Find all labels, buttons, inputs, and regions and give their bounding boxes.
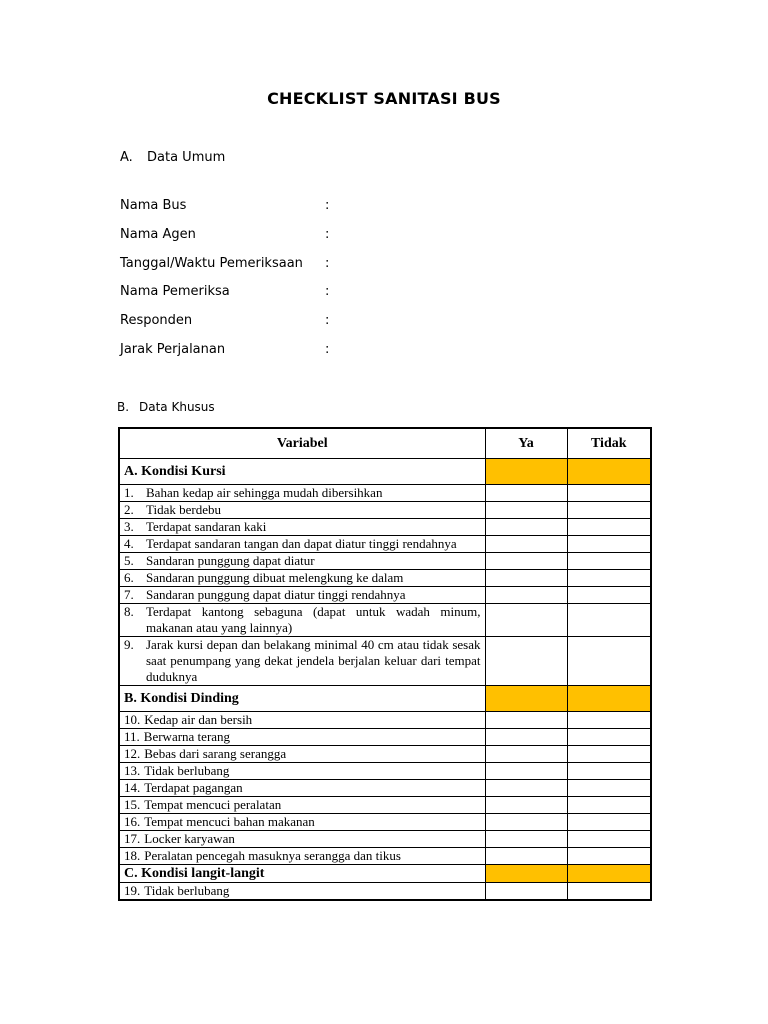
section-a-label: Data Umum xyxy=(147,150,226,165)
field-label: Tanggal/Waktu Pemeriksaan xyxy=(120,255,303,271)
item-number: 8. xyxy=(124,604,134,619)
table-header-row xyxy=(119,428,651,459)
no-checkbox-cell[interactable] xyxy=(567,485,651,502)
item-text: Tidak berlubang xyxy=(144,763,230,778)
item-text: Bebas dari sarang serangga xyxy=(144,746,287,761)
field-label: Responden xyxy=(120,313,193,329)
item-number: 19. xyxy=(124,883,141,898)
section-no-cell xyxy=(567,459,651,485)
yes-checkbox-cell[interactable] xyxy=(485,553,567,570)
table-row xyxy=(119,746,651,763)
yes-checkbox-cell[interactable] xyxy=(485,814,567,831)
header-variable: Variabel xyxy=(119,428,485,459)
item-cell xyxy=(119,780,485,797)
item-number: 9. xyxy=(124,637,134,652)
field-value-slot[interactable]: : xyxy=(325,284,330,300)
no-checkbox-cell[interactable] xyxy=(567,848,651,865)
item-text: Locker karyawan xyxy=(144,831,235,846)
section-a-heading xyxy=(120,150,225,165)
table-row xyxy=(119,848,651,865)
yes-checkbox-cell[interactable] xyxy=(485,519,567,536)
item-text: Tidak berlubang xyxy=(144,883,230,898)
table-row xyxy=(119,637,651,686)
item-number: 18. xyxy=(124,848,141,863)
no-checkbox-cell[interactable] xyxy=(567,780,651,797)
item-cell xyxy=(119,587,485,604)
yes-checkbox-cell[interactable] xyxy=(485,587,567,604)
item-cell xyxy=(119,604,485,637)
item-number: 15. xyxy=(124,797,141,812)
no-checkbox-cell[interactable] xyxy=(567,712,651,729)
item-text: Tidak berdebu xyxy=(146,502,221,517)
yes-checkbox-cell[interactable] xyxy=(485,604,567,637)
item-cell xyxy=(119,712,485,729)
item-number: 1. xyxy=(124,485,134,500)
item-text: Terdapat pagangan xyxy=(144,780,243,795)
yes-checkbox-cell[interactable] xyxy=(485,763,567,780)
no-checkbox-cell[interactable] xyxy=(567,729,651,746)
item-text: Sandaran punggung dibuat melengkung ke dalam xyxy=(146,570,404,585)
yes-checkbox-cell[interactable] xyxy=(485,848,567,865)
no-checkbox-cell[interactable] xyxy=(567,814,651,831)
yes-checkbox-cell[interactable] xyxy=(485,729,567,746)
item-number: 6. xyxy=(124,570,134,585)
item-cell xyxy=(119,729,485,746)
no-checkbox-cell[interactable] xyxy=(567,746,651,763)
item-cell xyxy=(119,814,485,831)
yes-checkbox-cell[interactable] xyxy=(485,780,567,797)
item-text: Kedap air dan bersih xyxy=(144,712,253,727)
no-checkbox-cell[interactable] xyxy=(567,763,651,780)
table-row xyxy=(119,831,651,848)
section-label: B. Kondisi Dinding xyxy=(119,686,485,712)
field-label: Nama Pemeriksa xyxy=(120,284,230,300)
yes-checkbox-cell[interactable] xyxy=(485,485,567,502)
no-checkbox-cell[interactable] xyxy=(567,587,651,604)
item-text: Berwarna terang xyxy=(143,729,231,744)
table-row xyxy=(119,604,651,637)
section-no-cell xyxy=(567,865,651,883)
header-yes: Ya xyxy=(485,428,567,459)
section-no-cell xyxy=(567,686,651,712)
section-label: C. Kondisi langit-langit xyxy=(119,865,485,883)
table-row xyxy=(119,712,651,729)
item-cell xyxy=(119,637,485,686)
field-value-slot[interactable]: : xyxy=(325,341,330,357)
item-cell xyxy=(119,570,485,587)
section-row xyxy=(119,459,651,485)
section-label: A. Kondisi Kursi xyxy=(119,459,485,485)
table-row xyxy=(119,729,651,746)
table-row xyxy=(119,814,651,831)
item-number: 12. xyxy=(124,746,141,761)
field-value-slot[interactable]: : xyxy=(325,226,330,242)
table-row xyxy=(119,519,651,536)
section-b-label: Data Khusus xyxy=(139,400,215,414)
item-text: Terdapat kantong sebaguna (dapat untuk wadah minum, makanan atau yang lainnya) xyxy=(146,604,481,635)
item-text: Tempat mencuci peralatan xyxy=(144,797,282,812)
item-text: Terdapat sandaran kaki xyxy=(146,519,267,534)
item-text: Peralatan pencegah masuknya serangga dan tikus xyxy=(144,848,401,863)
field-label: Nama Agen xyxy=(120,226,196,242)
field-label: Jarak Perjalanan xyxy=(120,341,226,357)
item-number: 2. xyxy=(124,502,134,517)
field-value-slot[interactable]: : xyxy=(325,198,330,213)
yes-checkbox-cell[interactable] xyxy=(485,831,567,848)
item-text: Sandaran punggung dapat diatur xyxy=(146,553,315,568)
table-row xyxy=(119,485,651,502)
item-cell xyxy=(119,536,485,553)
item-cell xyxy=(119,746,485,763)
item-cell xyxy=(119,763,485,780)
no-checkbox-cell[interactable] xyxy=(567,637,651,686)
item-cell xyxy=(119,883,485,901)
section-b-marker: B. xyxy=(117,400,130,414)
table-row xyxy=(119,570,651,587)
yes-checkbox-cell[interactable] xyxy=(485,502,567,519)
table-row xyxy=(119,502,651,519)
item-number: 3. xyxy=(124,519,134,534)
no-checkbox-cell[interactable] xyxy=(567,797,651,814)
yes-checkbox-cell[interactable] xyxy=(485,797,567,814)
header-no: Tidak xyxy=(567,428,651,459)
item-number: 5. xyxy=(124,553,134,568)
yes-checkbox-cell[interactable] xyxy=(485,536,567,553)
item-cell xyxy=(119,848,485,865)
item-text: Jarak kursi depan dan belakang minimal 40 cm atau tidak sesak saat penumpang yang dekat jendela berjalan keluar dari tempat duduknya xyxy=(146,637,481,684)
table-row xyxy=(119,587,651,604)
item-number: 7. xyxy=(124,587,134,602)
document-title: CHECKLIST SANITASI BUS xyxy=(267,89,501,108)
item-number: 17. xyxy=(124,831,141,846)
item-text: Bahan kedap air sehingga mudah dibersihkan xyxy=(146,485,383,500)
item-cell xyxy=(119,485,485,502)
item-text: Tempat mencuci bahan makanan xyxy=(144,814,315,829)
section-yes-cell xyxy=(485,459,567,485)
no-checkbox-cell[interactable] xyxy=(567,536,651,553)
no-checkbox-cell[interactable] xyxy=(567,883,651,901)
item-number: 13. xyxy=(124,763,141,778)
yes-checkbox-cell[interactable] xyxy=(485,883,567,901)
table-row xyxy=(119,553,651,570)
no-checkbox-cell[interactable] xyxy=(567,519,651,536)
checklist-table xyxy=(118,427,652,901)
section-yes-cell xyxy=(485,865,567,883)
field-value-slot[interactable]: : xyxy=(325,313,330,329)
table-row xyxy=(119,536,651,553)
no-checkbox-cell[interactable] xyxy=(567,502,651,519)
item-cell xyxy=(119,553,485,570)
item-cell xyxy=(119,502,485,519)
item-number: 16. xyxy=(124,814,141,829)
item-cell xyxy=(119,831,485,848)
section-b-heading xyxy=(117,400,215,414)
item-number: 14. xyxy=(124,780,141,795)
section-a-marker: A. xyxy=(120,150,133,165)
field-label: Nama Bus xyxy=(120,198,187,213)
no-checkbox-cell[interactable] xyxy=(567,570,651,587)
item-cell xyxy=(119,797,485,814)
section-row xyxy=(119,865,651,883)
section-yes-cell xyxy=(485,686,567,712)
table-row xyxy=(119,763,651,780)
item-cell xyxy=(119,519,485,536)
yes-checkbox-cell[interactable] xyxy=(485,712,567,729)
item-number: 4. xyxy=(124,536,134,551)
item-number: 10. xyxy=(124,712,141,727)
no-checkbox-cell[interactable] xyxy=(567,831,651,848)
item-number: 11. xyxy=(124,729,140,744)
field-value-slot[interactable]: : xyxy=(325,255,330,271)
item-text: Terdapat sandaran tangan dan dapat diatur tinggi rendahnya xyxy=(146,536,457,551)
table-row xyxy=(119,780,651,797)
no-checkbox-cell[interactable] xyxy=(567,604,651,637)
table-row xyxy=(119,797,651,814)
item-text: Sandaran punggung dapat diatur tinggi rendahnya xyxy=(146,587,406,602)
yes-checkbox-cell[interactable] xyxy=(485,746,567,763)
section-row xyxy=(119,686,651,712)
table-row xyxy=(119,883,651,901)
yes-checkbox-cell[interactable] xyxy=(485,570,567,587)
yes-checkbox-cell[interactable] xyxy=(485,637,567,686)
no-checkbox-cell[interactable] xyxy=(567,553,651,570)
